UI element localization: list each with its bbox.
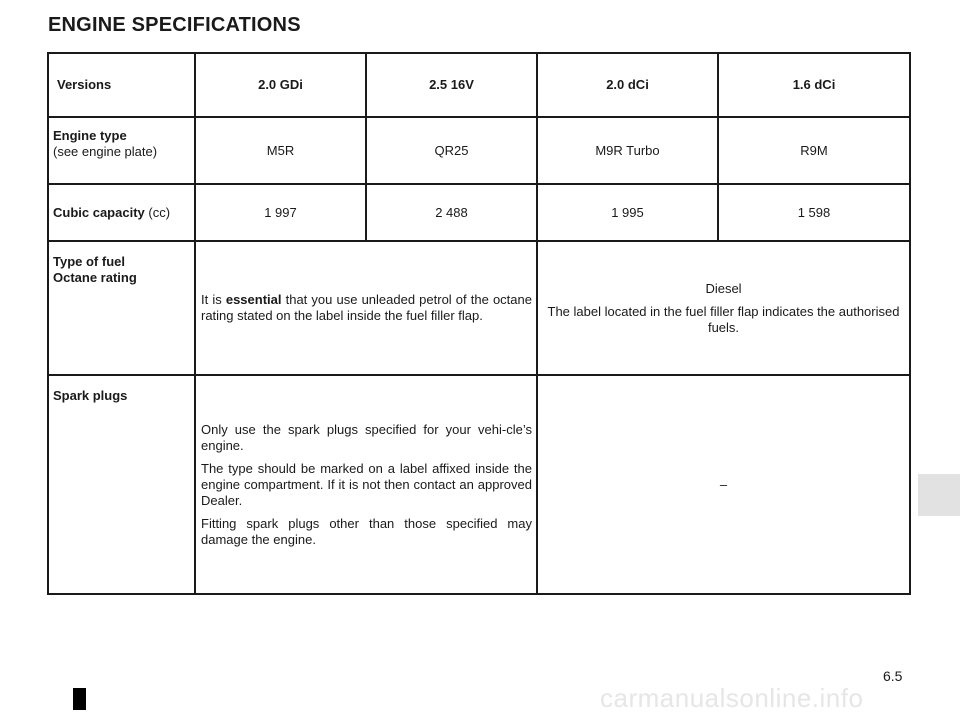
petrol-note-emphasis: essential [225, 292, 282, 307]
engine-type-value: M9R Turbo [537, 117, 718, 184]
cubic-capacity-value: 1 598 [718, 184, 910, 241]
page-number: 6.5 [883, 668, 903, 684]
petrol-note-pre: It is [201, 292, 226, 307]
octane-rating-label: Octane rating [53, 270, 137, 285]
cubic-capacity-unit: (cc) [148, 204, 171, 220]
spark-plugs-para: Fitting spark plugs other than those specified may damage the engine. [201, 515, 532, 547]
watermark-text: carmanualsonline.info [600, 683, 864, 713]
fuel-label-cell [48, 241, 195, 375]
version-header: 1.6 dCi [718, 53, 910, 117]
diesel-fuel-note [537, 241, 910, 375]
engine-spec-table [47, 52, 911, 595]
petrol-fuel-note [195, 241, 537, 375]
cubic-capacity-label-cell [48, 184, 195, 241]
engine-type-label-cell [48, 117, 195, 184]
diesel-title: Diesel [705, 280, 742, 296]
engine-type-value: M5R [195, 117, 366, 184]
engine-type-value: R9M [718, 117, 910, 184]
header-row [48, 53, 910, 117]
engine-type-sublabel: (see engine plate) [53, 144, 158, 159]
edge-marker-bar [73, 688, 86, 710]
version-header: 2.5 16V [366, 53, 537, 117]
section-tab-marker [918, 474, 960, 516]
petrol-note-post: that you use unleaded petrol of the octane rating stated on the label inside the fuel filler flap. [201, 292, 532, 323]
version-header: 2.0 GDi [195, 53, 366, 117]
spark-plugs-para: Only use the spark plugs specified for your vehi-cle’s engine. [201, 421, 532, 453]
spark-plugs-label-cell [48, 375, 195, 594]
engine-type-row [48, 117, 910, 184]
spark-plugs-para: The type should be marked on a label affixed inside the engine compartment. If it is not then contact an approved Dealer. [201, 460, 532, 508]
cubic-capacity-value: 1 995 [537, 184, 718, 241]
engine-type-value: QR25 [366, 117, 537, 184]
spark-plugs-note [195, 375, 537, 594]
cubic-capacity-row [48, 184, 910, 241]
spark-plugs-diesel-value: – [537, 375, 910, 594]
versions-header: Versions [48, 53, 195, 117]
diesel-text: The label located in the fuel filler flap indicates the authorised fuels. [547, 303, 900, 335]
cubic-capacity-value: 1 997 [195, 184, 366, 241]
engine-type-label: Engine type [53, 128, 127, 143]
version-header: 2.0 dCi [537, 53, 718, 117]
spark-plugs-label: Spark plugs [53, 388, 128, 403]
page-title: ENGINE SPECIFICATIONS [48, 14, 301, 36]
fuel-type-label: Type of fuel [53, 254, 125, 269]
spark-plugs-row [48, 375, 910, 594]
cubic-capacity-value: 2 488 [366, 184, 537, 241]
fuel-row [48, 241, 910, 375]
cubic-capacity-label: Cubic capacity [53, 204, 145, 220]
